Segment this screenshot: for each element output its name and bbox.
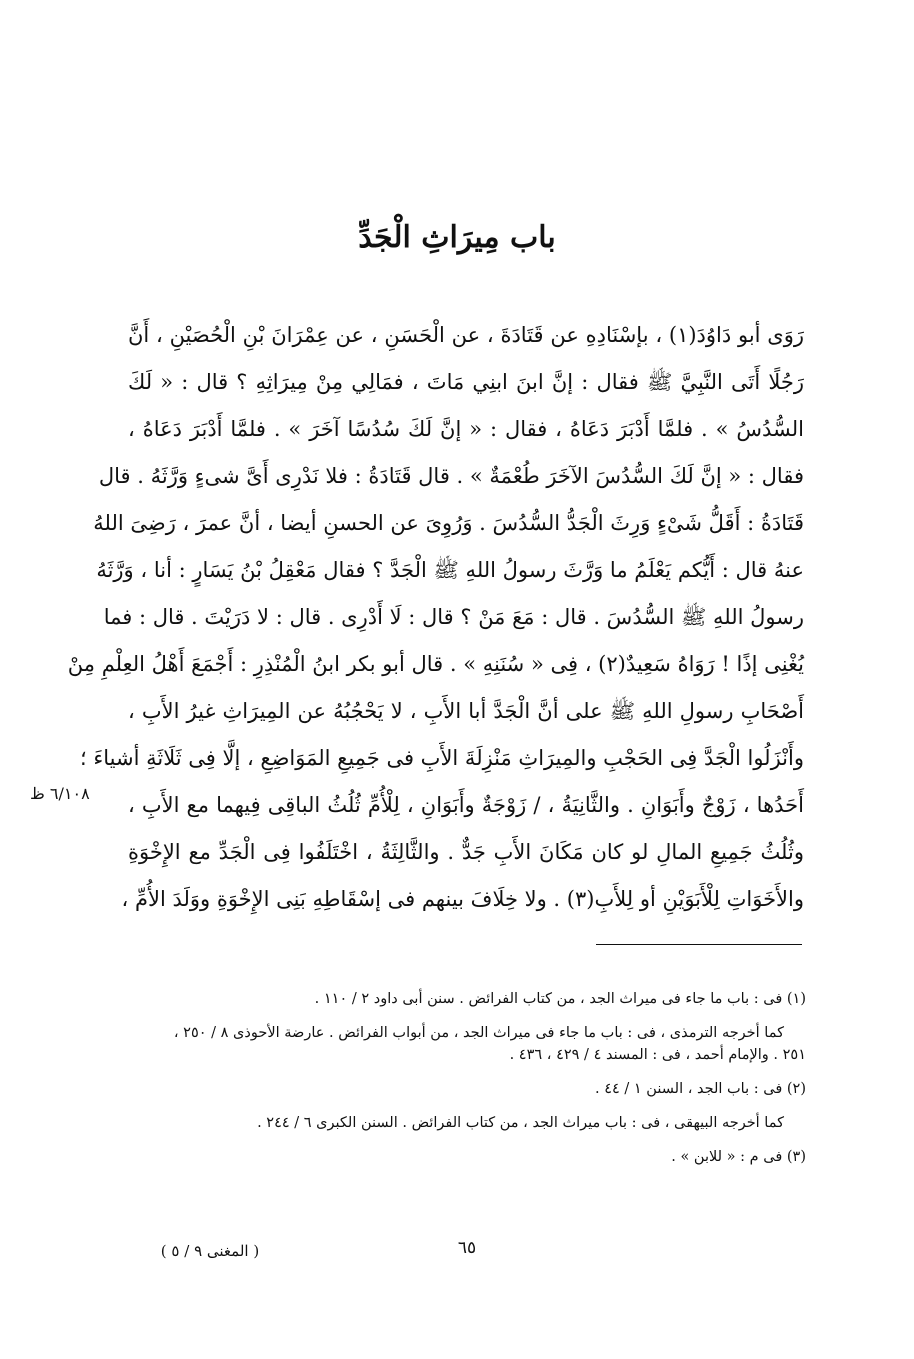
body-line: وثُلُثُ جَمِيعِ المالِ لو كان مَكَانَ الأَبِ جَدٌّ . والثَّالِثَةُ ، اخْتَلَفُوا فِى الْجَدِّ مع الإِخْوَةِ	[128, 840, 804, 864]
body-line: قَتَادَةُ : أَقَلُّ شَىْءٍ وَرِثَ الْجَدُّ السُّدُسَ . وَرُوِىَ عن الحسنِ أيضا ، أنَّ عمرَ ، رَضِىَ اللهُ	[93, 511, 804, 535]
body-line: رسولُ اللهِ ﷺ السُّدُسَ . قال : مَعَ مَنْ ؟ قال : لَا أَدْرِى . قال : لا دَرَيْتَ . قال : فما	[103, 605, 804, 629]
footnote-1-continuation: كما أخرجه الترمذى ، فى : باب ما جاء فى ميراث الجد ، من أبواب الفرائض . عارضة الأحوذى ٨ / ٢٥٠ ،	[173, 1025, 784, 1041]
chapter-title: باب مِيرَاثِ الْجَدِّ	[358, 220, 556, 255]
body-line: رَوَى أبو دَاوُدَ(١) ، بإسْنَادِهِ عن قَتَادَةَ ، عن الْحَسَنِ ، عن عِمْرَانَ بْنِ الْحُصَيْنِ ، أَنَّ	[128, 323, 804, 347]
body-line: وأَنْزَلُوا الْجَدَّ فِى الحَجْبِ والمِيرَاثِ مَنْزِلَةَ الأَبِ فى جَمِيعِ المَوَاضِعِ ، إلَّا فِى ثَلَاثَةِ أشياءَ ؛	[80, 746, 804, 770]
body-line: أَحَدُها ، زَوْجٌ وأَبَوَانِ . والثَّانِيَةُ ، / زَوْجَةٌ وأَبَوَانِ ، لِلْأُمِّ ثُلُثُ الباقِى فِيهما مع الأَبِ ،	[128, 793, 804, 817]
body-line: عنهُ قال : أَيُّكم يَعْلَمُ ما وَرَّثَ رسولُ اللهِ ﷺ الْجَدَّ ؟ فقال مَعْقِلُ بْنُ يَسَارٍ : أنا ، وَرَّثَهُ	[96, 558, 804, 582]
body-line: السُّدُسُ » . فلمَّا أَدْبَرَ دَعَاهُ ، فقال : « إنَّ لَكَ سُدُسًا آخَرَ » . فلمَّا أَدْبَرَ دَعَاهُ ،	[128, 417, 804, 441]
footnote-1-continuation: ٢٥١ . والإمام أحمد ، فى : المسند ٤ / ٤٢٩ ، ٤٣٦ .	[509, 1047, 806, 1063]
footnote-3: (٣) فى م : « للابن » .	[671, 1149, 806, 1165]
footnote-2-continuation: كما أخرجه البيهقى ، فى : باب ميراث الجد ، من كتاب الفرائض . السنن الكبرى ٦ / ٢٤٤ .	[257, 1115, 784, 1131]
body-text	[67, 312, 804, 923]
footnote-divider	[596, 944, 802, 945]
footnote-2: (٢) فى : باب الجد ، السنن ١ / ٤٤ .	[595, 1081, 806, 1097]
running-footer: ( المغنى ٩ / ٥ )	[160, 1242, 260, 1260]
margin-manuscript-note: ٦/١٠٨ ظ	[30, 784, 90, 803]
footnote-1: (١) فى : باب ما جاء فى ميراث الجد ، من كتاب الفرائض . سنن أبى داود ٢ / ١١٠ .	[314, 991, 806, 1007]
body-line: فقال : « إنَّ لَكَ السُّدُسَ الآخَرَ طُعْمَةٌ » . قال قَتَادَةُ : فلا نَدْرِى أَىَّ شىءٍ وَرَّثَهُ . قال	[98, 464, 804, 488]
body-line: رَجُلًا أَتَى النَّبِيَّ ﷺ فقال : إنَّ ابنَ ابنِي مَاتَ ، فمَالِي مِنْ مِيرَاثِهِ ؟ قال : « لَكَ	[128, 370, 804, 394]
page-number: ٦٥	[457, 1238, 477, 1258]
body-line: يُغْنِى إذًا ! رَوَاهُ سَعِيدٌ(٢) ، فِى « سُنَنِهِ » . قال أبو بكر ابنُ الْمُنْذِرِ : أَجْمَعَ أَهْلُ العِلْمِ مِنْ	[67, 652, 804, 676]
body-line: أَصْحَابِ رسولِ اللهِ ﷺ على أنَّ الْجَدَّ أبا الأَبِ ، لا يَحْجُبُهُ عن المِيرَاثِ غيرُ الأَبِ ،	[128, 699, 804, 723]
body-line: والأَخَوَاتِ لِلْأَبَوَيْنِ أو لِلأَبِ(٣) . ولا خِلَافَ بينهم فى إسْقَاطِهِ بَنِى الإِخْوَةِ ووَلَدَ الأُمِّ ،	[121, 887, 804, 911]
footnotes	[132, 988, 806, 1168]
